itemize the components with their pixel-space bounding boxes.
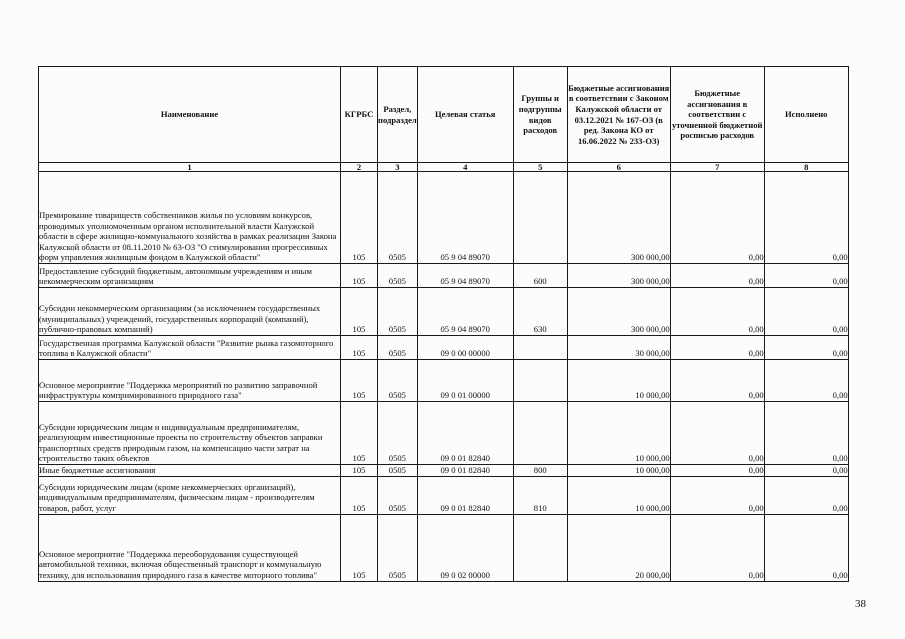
row-done-amount: 0,00 (764, 288, 848, 336)
row-kgrbs: 105 (341, 514, 378, 581)
column-number: 6 (567, 163, 670, 172)
row-target: 05 9 04 89070 (417, 288, 513, 336)
row-law-amount: 300 000,00 (567, 264, 670, 288)
row-kgrbs: 105 (341, 172, 378, 264)
row-law-amount: 10 000,00 (567, 360, 670, 402)
row-name: Основное мероприятие "Поддержка мероприятий по развитию заправочной инфраструктуры компримированного природного газа" (39, 360, 341, 402)
row-section: 0505 (378, 336, 418, 360)
column-number: 8 (764, 163, 848, 172)
header-law: Бюджетные ассигнования в соответствии с Законом Калужской области от 03.12.2021 № 167-ОЗ (в ред. Закона КО от 16.06.2022 № 233-ОЗ) (567, 67, 670, 163)
row-law-amount: 300 000,00 (567, 172, 670, 264)
row-target: 09 0 02 00000 (417, 514, 513, 581)
row-refined-amount: 0,00 (670, 514, 764, 581)
row-done-amount: 0,00 (764, 360, 848, 402)
row-target: 05 9 04 89070 (417, 264, 513, 288)
row-name: Государственная программа Калужской области "Развитие рынка газомоторного топлива в Калужской области" (39, 336, 341, 360)
table-header-row (39, 67, 849, 163)
row-name: Субсидии некоммерческим организациям (за исключением государственных (муниципальных) учреждений, государственных корпораций (компаний), публично-правовых компаний) (39, 288, 341, 336)
row-done-amount: 0,00 (764, 336, 848, 360)
row-target: 09 0 00 00000 (417, 336, 513, 360)
column-number: 2 (341, 163, 378, 172)
row-refined-amount: 0,00 (670, 465, 764, 477)
column-number: 4 (417, 163, 513, 172)
row-kgrbs: 105 (341, 465, 378, 477)
page-number: 38 (855, 598, 866, 610)
row-kgrbs: 105 (341, 336, 378, 360)
row-group (513, 336, 567, 360)
header-kgrbs: КГРБС (341, 67, 378, 163)
column-number: 1 (39, 163, 341, 172)
row-name: Субсидии юридическим лицам (кроме некоммерческих организаций), индивидуальным предпринимателям, физическим лицам - производителям товаров, работ, услуг (39, 476, 341, 514)
row-done-amount: 0,00 (764, 264, 848, 288)
table-row (39, 514, 849, 581)
row-kgrbs: 105 (341, 264, 378, 288)
column-number: 5 (513, 163, 567, 172)
table-body (39, 172, 849, 582)
row-group (513, 360, 567, 402)
row-name: Субсидии юридическим лицам и индивидуальным предпринимателям, реализующим инвестиционные проекты по строительству объектов заправки транспортных средств природным газом, на компенсацию части затрат на строительство таких объектов (39, 402, 341, 465)
row-name: Иные бюджетные ассигнования (39, 465, 341, 477)
row-done-amount: 0,00 (764, 514, 848, 581)
row-law-amount: 30 000,00 (567, 336, 670, 360)
header-section: Раздел, подраздел (378, 67, 418, 163)
row-law-amount: 300 000,00 (567, 288, 670, 336)
row-group: 800 (513, 465, 567, 477)
table-row (39, 264, 849, 288)
row-group: 630 (513, 288, 567, 336)
header-name: Наименование (39, 67, 341, 163)
row-done-amount: 0,00 (764, 465, 848, 477)
row-refined-amount: 0,00 (670, 476, 764, 514)
column-number: 7 (670, 163, 764, 172)
row-law-amount: 10 000,00 (567, 476, 670, 514)
row-refined-amount: 0,00 (670, 264, 764, 288)
row-section: 0505 (378, 514, 418, 581)
row-target: 09 0 01 82840 (417, 476, 513, 514)
row-law-amount: 20 000,00 (567, 514, 670, 581)
row-refined-amount: 0,00 (670, 288, 764, 336)
row-group: 600 (513, 264, 567, 288)
row-group: 810 (513, 476, 567, 514)
row-section: 0505 (378, 476, 418, 514)
row-done-amount: 0,00 (764, 172, 848, 264)
row-refined-amount: 0,00 (670, 402, 764, 465)
table-row (39, 172, 849, 264)
row-section: 0505 (378, 402, 418, 465)
column-number-row (39, 163, 849, 172)
row-section: 0505 (378, 360, 418, 402)
row-section: 0505 (378, 288, 418, 336)
row-target: 09 0 01 82840 (417, 465, 513, 477)
row-target: 05 9 04 89070 (417, 172, 513, 264)
table-row (39, 476, 849, 514)
budget-table (38, 66, 849, 582)
row-name: Основное мероприятие "Поддержка переоборудования существующей автомобильной техники, включая общественный транспорт и коммунальную технику, для использования природного газа в качестве моторного топлива" (39, 514, 341, 581)
row-refined-amount: 0,00 (670, 360, 764, 402)
row-kgrbs: 105 (341, 288, 378, 336)
table-row (39, 465, 849, 477)
header-done: Исполнено (764, 67, 848, 163)
row-group (513, 172, 567, 264)
row-name: Премирование товариществ собственников жилья по условиям конкурсов, проводимых уполномоченным органом исполнительной власти Калужской области в сфере жилищно-коммунального хозяйства в рамках реализации Закона Калужской области от 08.11.2010 № 63-ОЗ "О стимулировании прогрессивных форм управления жилищным фондом в Калужской области" (39, 172, 341, 264)
row-done-amount: 0,00 (764, 476, 848, 514)
header-target: Целевая статья (417, 67, 513, 163)
row-group (513, 514, 567, 581)
table-row (39, 288, 849, 336)
row-target: 09 0 01 00000 (417, 360, 513, 402)
row-done-amount: 0,00 (764, 402, 848, 465)
row-kgrbs: 105 (341, 476, 378, 514)
table-row (39, 402, 849, 465)
row-section: 0505 (378, 465, 418, 477)
column-number: 3 (378, 163, 418, 172)
row-section: 0505 (378, 172, 418, 264)
row-law-amount: 10 000,00 (567, 402, 670, 465)
row-kgrbs: 105 (341, 360, 378, 402)
row-law-amount: 10 000,00 (567, 465, 670, 477)
row-target: 09 0 01 82840 (417, 402, 513, 465)
header-groups: Группы и подгруппы видов расходов (513, 67, 567, 163)
header-refined: Бюджетные ассигнования в соответствии с уточненной бюджетной росписью расходов (670, 67, 764, 163)
table-row (39, 360, 849, 402)
row-name: Предоставление субсидий бюджетным, автономным учреждениям и иным некоммерческим организациям (39, 264, 341, 288)
row-section: 0505 (378, 264, 418, 288)
row-refined-amount: 0,00 (670, 172, 764, 264)
row-kgrbs: 105 (341, 402, 378, 465)
row-group (513, 402, 567, 465)
table-row (39, 336, 849, 360)
row-refined-amount: 0,00 (670, 336, 764, 360)
